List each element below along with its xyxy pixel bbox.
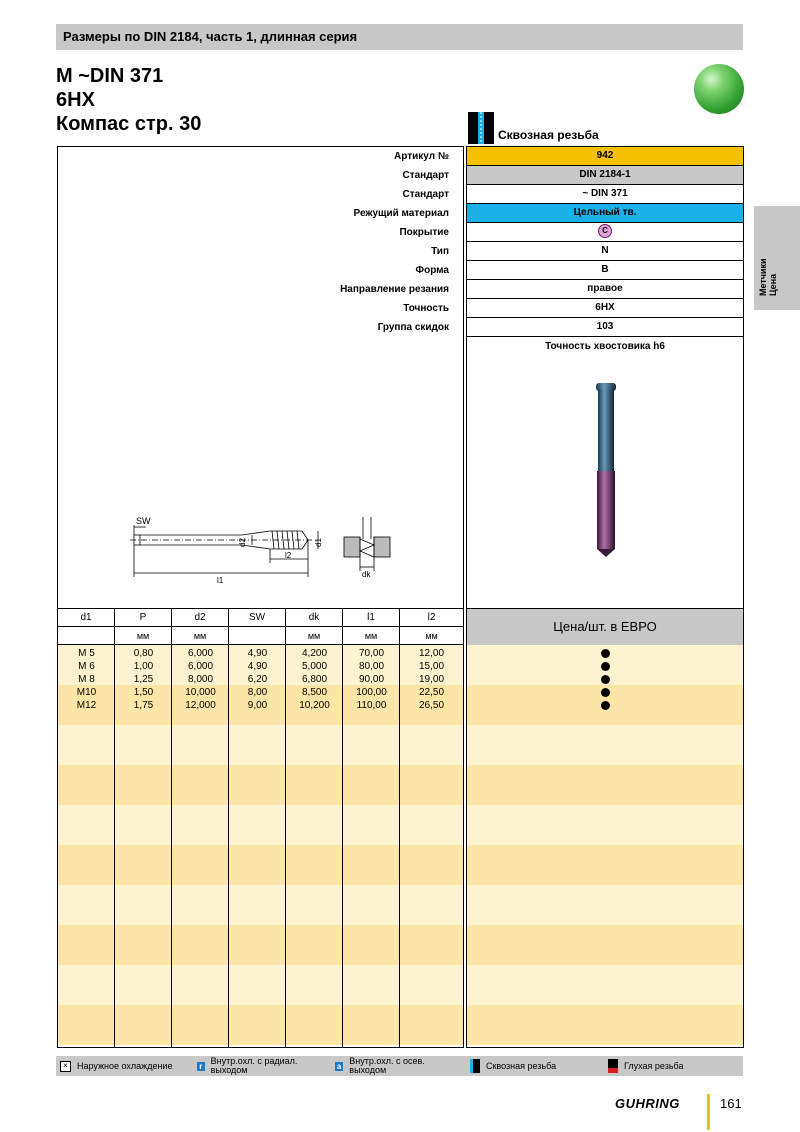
- property-value: DIN 2184-1: [467, 166, 743, 185]
- column-header: SW: [229, 609, 286, 627]
- table-stripe: [58, 885, 463, 905]
- property-label: Стандарт: [402, 170, 449, 181]
- column-header: l1: [343, 609, 400, 627]
- tap-image: [591, 383, 621, 557]
- through-thread-icon: [468, 112, 494, 144]
- table-cell: 10,200: [299, 700, 330, 711]
- availability-dot: [601, 675, 610, 684]
- table-cell: 4,90: [247, 648, 268, 659]
- table-stripe: [467, 825, 743, 845]
- property-label: Артикул №: [394, 151, 449, 162]
- page-title: [56, 64, 201, 136]
- property-value: ~ DIN 371: [467, 185, 743, 204]
- table-stripe: [58, 865, 463, 885]
- table-cell: 19,00: [418, 674, 445, 685]
- table-stripe: [58, 1005, 463, 1025]
- table-cell: 8,000: [187, 674, 214, 685]
- table-cell: 6,000: [187, 648, 214, 659]
- table-stripe: [467, 865, 743, 885]
- table-cell: 12,00: [418, 648, 445, 659]
- properties-label-panel: [57, 146, 464, 609]
- table-cell: 70,00: [358, 648, 385, 659]
- title-line-1: M ~DIN 371: [56, 65, 164, 87]
- table-stripe: [58, 845, 463, 865]
- table-cell: 9,00: [247, 700, 268, 711]
- header-text: Размеры по DIN 2184, часть 1, длинная серия: [63, 29, 358, 44]
- table-stripe: [467, 925, 743, 945]
- properties-value-panel: [466, 146, 744, 609]
- property-label: Тип: [431, 246, 449, 257]
- table-stripe: [467, 1025, 743, 1045]
- table-cell: 1,75: [133, 700, 154, 711]
- coating-icon: C: [598, 224, 612, 238]
- legend-item: r Внутр.охл. с радиал. выходом: [197, 1056, 317, 1076]
- column-header: P: [115, 609, 172, 627]
- availability-dot: [601, 662, 610, 671]
- property-value: правое: [467, 280, 743, 299]
- availability-dot: [601, 701, 610, 710]
- property-label: Режущий материал: [353, 208, 449, 219]
- column-unit: мм: [400, 627, 463, 645]
- page-number: 161: [720, 1096, 742, 1111]
- radial-cooling-icon: r: [197, 1062, 205, 1071]
- property-value: Цельный тв.: [467, 204, 743, 223]
- table-cell: 10,000: [185, 687, 216, 698]
- table-stripe: [467, 725, 743, 745]
- property-value: 6HX: [467, 299, 743, 318]
- property-value: 103: [467, 318, 743, 337]
- table-stripe: [58, 805, 463, 825]
- legend-item: × Наружное охлаждение: [60, 1056, 172, 1076]
- side-tab-label: Метчики Цена: [758, 258, 778, 296]
- table-cell: M10: [76, 687, 97, 698]
- table-cell: 12,000: [185, 700, 216, 711]
- table-stripe: [58, 965, 463, 985]
- table-cell: 4,90: [247, 661, 268, 672]
- table-cell: 15,00: [418, 661, 445, 672]
- table-cell: 1,00: [133, 661, 154, 672]
- table-stripe: [58, 905, 463, 925]
- column-unit: [58, 627, 115, 645]
- dimensions-table: [57, 608, 464, 1048]
- legend-bar: [56, 1056, 743, 1076]
- blind-thread-icon: [608, 1059, 618, 1073]
- table-cell: 6,800: [301, 674, 328, 685]
- footer-divider: [707, 1094, 710, 1130]
- table-cell: 0,80: [133, 648, 154, 659]
- price-header: Цена/шт. в ЕВРО: [467, 609, 743, 646]
- green-ball-icon: [694, 64, 744, 114]
- label-d2: d2: [238, 538, 247, 547]
- label-l1: l1: [217, 576, 224, 585]
- label-dk: dk: [362, 570, 371, 579]
- title-line-3: Компас стр. 30: [56, 113, 202, 135]
- table-cell: 8,00: [247, 687, 268, 698]
- shank-tolerance: Точность хвостовика h6: [545, 341, 665, 352]
- tap-drawing: [122, 517, 442, 603]
- label-l2: l2: [285, 551, 292, 560]
- table-stripe: [58, 825, 463, 845]
- column-unit: [229, 627, 286, 645]
- table-stripe: [467, 745, 743, 765]
- table-stripe: [467, 985, 743, 1005]
- table-stripe: [58, 925, 463, 945]
- column-header: dk: [286, 609, 343, 627]
- table-cell: 6,000: [187, 661, 214, 672]
- table-cell: 1,25: [133, 674, 154, 685]
- header-bar: [56, 24, 743, 50]
- table-stripe: [467, 885, 743, 905]
- table-cell: 6,20: [247, 674, 268, 685]
- property-value: N: [467, 242, 743, 261]
- table-cell: M 5: [78, 648, 95, 659]
- table-cell: M12: [76, 700, 97, 711]
- table-cell: 80,00: [358, 661, 385, 672]
- table-cell: 26,50: [418, 700, 445, 711]
- external-cooling-icon: ×: [60, 1061, 71, 1072]
- table-stripe: [58, 765, 463, 785]
- column-header: d2: [172, 609, 229, 627]
- table-stripe: [467, 945, 743, 965]
- property-label: Форма: [415, 265, 449, 276]
- column-unit: мм: [286, 627, 343, 645]
- table-cell: 100,00: [356, 687, 387, 698]
- table-stripe: [467, 765, 743, 785]
- table-stripe: [58, 1025, 463, 1045]
- legend-item: Глухая резьба: [608, 1056, 683, 1076]
- availability-dot: [601, 649, 610, 658]
- property-value: 942: [467, 147, 743, 166]
- table-stripe: [467, 785, 743, 805]
- table-stripe: [58, 985, 463, 1005]
- legend-item: a Внутр.охл. с осев. выходом: [336, 1056, 425, 1075]
- column-header: d1: [58, 609, 115, 627]
- property-label: Покрытие: [399, 227, 449, 238]
- availability-dot: [601, 688, 610, 697]
- property-label: Стандарт: [402, 189, 449, 200]
- table-cell: 90,00: [358, 674, 385, 685]
- table-stripe: [58, 725, 463, 745]
- table-cell: 4,200: [301, 648, 328, 659]
- axial-cooling-icon: a: [336, 1061, 342, 1071]
- brand-logo: GUHRING: [615, 1096, 680, 1111]
- property-label: Группа скидок: [377, 322, 449, 333]
- legend-item: Сквозная резьба: [470, 1056, 556, 1076]
- table-cell: 22,50: [418, 687, 445, 698]
- table-cell: 1,50: [133, 687, 154, 698]
- table-cell: 8,500: [301, 687, 328, 698]
- property-label: Точность: [403, 303, 449, 314]
- column-unit: мм: [115, 627, 172, 645]
- property-label: Направление резания: [340, 284, 449, 295]
- table-stripe: [467, 965, 743, 985]
- property-value: [467, 223, 743, 242]
- table-stripe: [58, 945, 463, 965]
- table-stripe: [58, 745, 463, 765]
- table-cell: 5,000: [301, 661, 328, 672]
- table-stripe: [467, 905, 743, 925]
- table-stripe: [467, 1005, 743, 1025]
- label-d1: d1: [314, 538, 323, 547]
- table-cell: M 8: [78, 674, 95, 685]
- column-unit: мм: [172, 627, 229, 645]
- column-unit: мм: [343, 627, 400, 645]
- table-stripe: [467, 805, 743, 825]
- table-cell: M 6: [78, 661, 95, 672]
- label-sw: SW: [136, 517, 151, 526]
- title-line-2: 6HX: [56, 89, 95, 111]
- column-header: l2: [400, 609, 463, 627]
- property-value: B: [467, 261, 743, 280]
- table-stripe: [467, 845, 743, 865]
- thread-type-label: Сквозная резьба: [498, 128, 599, 142]
- price-table: [466, 608, 744, 1048]
- through-thread-icon: [470, 1059, 480, 1073]
- table-cell: 110,00: [356, 700, 387, 711]
- side-tab[interactable]: [754, 206, 800, 310]
- table-stripe: [58, 785, 463, 805]
